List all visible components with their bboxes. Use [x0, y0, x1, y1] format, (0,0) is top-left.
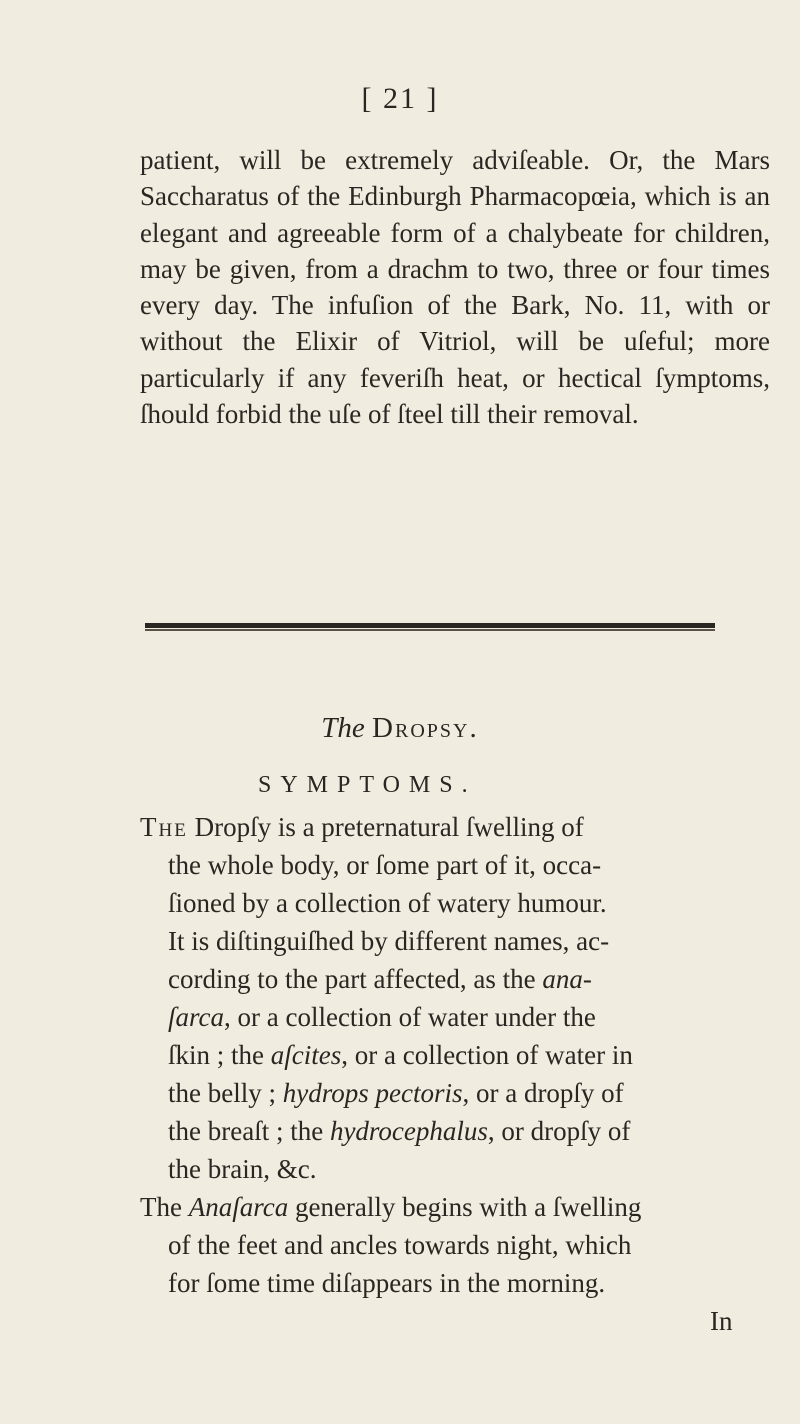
text-line: The Anaſarca generally begins with a ſwelling	[140, 1192, 642, 1222]
text-line: the breaſt ; the hydrocephalus, or dropſy of	[168, 1116, 631, 1146]
catchword: In	[710, 1306, 733, 1336]
section-subtitle: SYMPTOMS.	[258, 772, 477, 798]
lead-word: The	[140, 812, 188, 842]
text-line: It is diſtinguiſhed by different names, ac-	[168, 926, 610, 956]
title-article: The	[321, 712, 365, 744]
text-line: ſkin ; the aſcites, or a collection of water in	[168, 1040, 633, 1070]
paragraph-iron-treatment: patient, will be extremely adviſeable. Or, the Mars Saccharatus of the Edinburgh Pharmacopœia, which is an elegant and agreeable form of a chalybeate for children, may be given, from a drachm to two, three or four times every day. The infuſion of the Bark, No. 11, with or without the Elixir of Vitriol, will be uſeful; more particularly if any feveriſh heat, or hectical ſymptoms, ſhould forbid the uſe of ſteel till their removal.	[140, 145, 770, 430]
text-line: the brain, &c.	[168, 1154, 317, 1184]
text-line: ſioned by a collection of watery humour.	[168, 888, 607, 918]
text-line: ſarca, or a collection of water under the	[168, 1002, 596, 1032]
text-line: of the feet and ancles towards night, which	[168, 1230, 632, 1260]
title-word: Dropsy.	[372, 712, 479, 744]
text-line: cording to the part affected, as the ana-	[168, 964, 592, 994]
text-line: the whole body, or ſome part of it, occa-	[168, 850, 602, 880]
page-number: [ 21 ]	[361, 82, 439, 115]
section-divider	[145, 623, 715, 628]
text-line: the belly ; hydrops pectoris, or a dropſy of	[168, 1078, 624, 1108]
section-title	[0, 712, 800, 745]
section-divider-thin	[145, 629, 715, 631]
text-line: The Dropſy is a preternatural ſwelling of	[140, 812, 584, 842]
text-line: for ſome time diſappears in the morning.	[168, 1268, 606, 1298]
